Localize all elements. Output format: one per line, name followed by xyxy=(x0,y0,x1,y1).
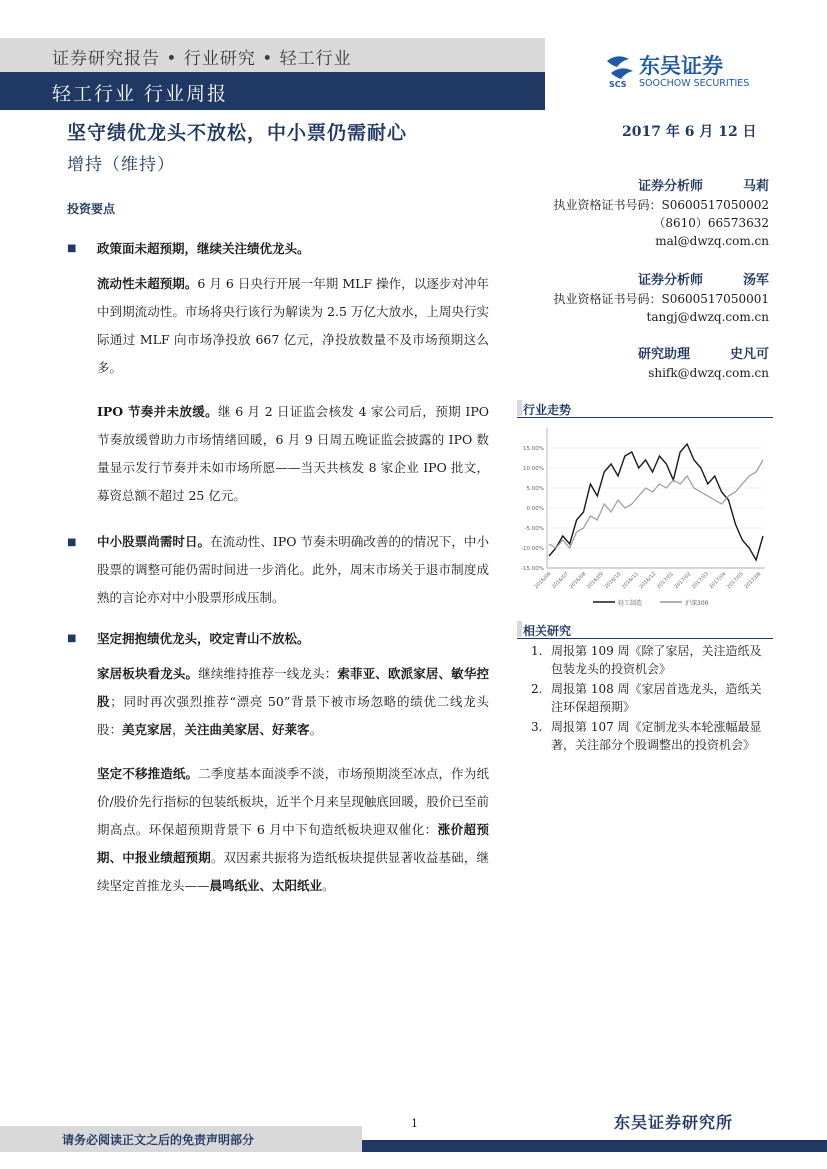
divider xyxy=(517,417,773,418)
liquidity-lead: 流动性未超预期。 xyxy=(97,276,198,291)
x-tick-label: 2017/01 xyxy=(655,571,675,591)
analyst-2-role: 证券分析师 xyxy=(637,273,703,288)
furniture-text-3: ， xyxy=(172,722,185,737)
x-tick-label: 2016/09 xyxy=(585,571,605,591)
related-item[interactable] xyxy=(527,642,773,678)
paragraph-small-caps xyxy=(97,528,489,612)
section-marker xyxy=(517,400,522,416)
legend-label-series-1: 轻工制造 xyxy=(618,600,643,607)
furniture-text-1: 继续维持推荐一线龙头： xyxy=(198,666,338,681)
paragraph-ipo xyxy=(97,398,489,510)
disclaimer-bar xyxy=(0,1126,362,1152)
furniture-picks-3: 关注曲美家居、好莱客 xyxy=(184,722,310,737)
paper-catalysts: 涨价超预期、中报业绩超预期 xyxy=(97,822,489,865)
section-marker xyxy=(517,621,522,637)
trend-section-title: 行业走势 xyxy=(523,403,572,417)
x-tick-label: 2016/08 xyxy=(568,571,588,591)
bullet-3-title: 坚定拥抱绩优龙头，咬定青山不放松。 xyxy=(97,631,310,646)
paper-picks: 晨鸣纸业、太阳纸业 xyxy=(209,878,323,893)
related-item-number: 3. xyxy=(531,720,543,734)
y-tick-label: -5.00% xyxy=(524,526,544,532)
key-points-title: 投资要点 xyxy=(67,202,116,216)
related-item[interactable] xyxy=(527,680,773,716)
trend-chart xyxy=(515,420,773,610)
series-line-2 xyxy=(549,460,763,548)
paragraph-furniture xyxy=(97,660,489,744)
analyst-1 xyxy=(554,178,769,250)
analyst-3-role: 研究助理 xyxy=(637,347,690,362)
report-category: 轻工行业 行业周报 xyxy=(52,83,229,105)
x-tick-label: 2017/05 xyxy=(725,571,745,591)
y-tick-label: -15.00% xyxy=(521,566,544,572)
trend-chart-svg xyxy=(515,420,773,610)
paper-lead: 坚定不移推造纸。 xyxy=(97,766,199,781)
breadcrumb-bar xyxy=(0,38,545,72)
logo-mark-icon xyxy=(607,56,633,79)
furniture-picks-2: 美克家居 xyxy=(122,722,173,737)
paragraph-liquidity xyxy=(97,270,489,382)
x-tick-label: 2017/03 xyxy=(690,571,710,591)
analyst-2-email[interactable]: tangj@dwzq.com.cn xyxy=(646,310,769,324)
footer-band xyxy=(362,1140,827,1152)
logo-mark-text: SCS xyxy=(609,80,627,89)
related-item-text: 周报第 109 周《除了家居，关注造纸及包装龙头的投资机会》 xyxy=(551,644,762,676)
y-tick-label: 10.00% xyxy=(523,466,544,472)
logo-cn: 东吴证券 xyxy=(639,54,723,78)
analyst-1-name: 马莉 xyxy=(742,179,769,194)
legend-label-series-2: 沪深300 xyxy=(685,600,709,607)
category-bar xyxy=(0,72,545,110)
small-caps-lead: 中小股票尚需时日。 xyxy=(97,534,211,549)
series-line-1 xyxy=(549,444,763,560)
y-tick-label: 15.00% xyxy=(523,446,544,452)
report-title: 坚守绩优龙头不放松，中小票仍需耐心 xyxy=(67,122,408,144)
related-item[interactable] xyxy=(527,718,773,754)
x-tick-label: 2016/12 xyxy=(638,571,658,591)
furniture-text-2: ；同时再次强烈推荐“漂亮 50”背景下被市场忽略的绩优二线龙头股： xyxy=(97,694,489,737)
x-tick-label: 2017/04 xyxy=(708,571,728,591)
x-tick-label: 2017/06 xyxy=(743,571,763,591)
rating: 增持（维持） xyxy=(67,155,175,175)
divider xyxy=(517,638,773,639)
analyst-1-role: 证券分析师 xyxy=(637,179,703,194)
paper-text-2: 。双因素共振将为造纸板块提供显著收益基础，继续坚定首推龙头—— xyxy=(97,850,489,893)
furniture-lead: 家居板块看龙头。 xyxy=(97,666,199,681)
analyst-3-email[interactable]: shifk@dwzq.com.cn xyxy=(648,366,769,380)
liquidity-text: 6 月 6 日央行开展一年期 MLF 操作，以逐步对冲年中到期流动性。市场将央行该行为解读为 2.5 万亿大放水，上周央行实际通过 MLF 向市场净投放 667 亿元，净投放数量不及市场预期这么多。 xyxy=(97,276,489,375)
related-list xyxy=(527,642,773,756)
disclaimer-text[interactable]: 请务必阅读正文之后的免责声明部分 xyxy=(62,1133,255,1147)
x-tick-label: 2016/11 xyxy=(620,571,640,591)
analyst-3-name: 史凡可 xyxy=(729,347,769,362)
analyst-1-email[interactable]: mal@dwzq.com.cn xyxy=(655,234,769,248)
chart-axes xyxy=(547,428,765,568)
analyst-1-phone: （8610）66573632 xyxy=(653,216,769,230)
related-item-text: 周报第 107 周《定制龙头本轮涨幅最显著，关注部分个股调整出的投资机会》 xyxy=(551,720,762,752)
breadcrumb: 证券研究报告 • 行业研究 • 轻工行业 xyxy=(52,49,352,69)
y-tick-label: 0.00% xyxy=(526,506,544,512)
x-tick-label: 2016/06 xyxy=(533,571,553,591)
paper-text-1: 二季度基本面淡季不淡，市场预期淡至冰点，作为纸价/股价先行指标的包装纸板块，近半个月来呈现触底回暖，股价已至前期高点。环保超预期背景下 6 月中下旬造纸板块迎双催化： xyxy=(97,766,489,837)
analyst-2-name: 汤军 xyxy=(742,273,769,288)
square-bullet-icon: ■ xyxy=(67,537,77,548)
paragraph-paper xyxy=(97,760,489,900)
paper-text-3: 。 xyxy=(322,878,335,893)
analyst-1-cert: 执业资格证书号码：S0600517050002 xyxy=(553,198,769,212)
related-item-text: 周报第 108 周《家居首选龙头，造纸关注环保超预期》 xyxy=(551,682,762,714)
ipo-text: 继 6 月 2 日证监会核发 4 家公司后，预期 IPO 节奏放缓曾助力市场情绪回暖，6 月 9 日周五晚证监会披露的 IPO 数量显示发行节奏并未如市场所愿——当天共核发 8 家企业 IPO 批文，募资总额不超过 25 亿元。 xyxy=(97,404,489,503)
company-logo xyxy=(603,51,773,91)
analyst-2 xyxy=(554,272,769,326)
related-item-number: 2. xyxy=(531,682,543,696)
analyst-2-cert: 执业资格证书号码：S0600517050001 xyxy=(553,292,769,306)
institute-name: 东吴证券研究所 xyxy=(614,1113,734,1132)
analyst-3 xyxy=(638,346,769,382)
bullet-1-title: 政策面未超预期，继续关注绩优龙头。 xyxy=(97,241,310,256)
furniture-picks-1: 索菲亚、欧派家居、敏华控股 xyxy=(97,666,489,709)
square-bullet-icon: ■ xyxy=(67,243,77,254)
page-number: 1 xyxy=(411,1117,418,1130)
furniture-text-4: 。 xyxy=(309,722,323,737)
report-date: 2017 年 6 月 12 日 xyxy=(622,124,757,140)
x-tick-label: 2017/02 xyxy=(673,571,693,591)
logo-en: SOOCHOW SECURITIES xyxy=(639,78,750,89)
x-tick-label: 2016/10 xyxy=(603,571,623,591)
related-item-number: 1. xyxy=(531,644,543,658)
x-tick-label: 2016/07 xyxy=(550,571,570,591)
square-bullet-icon: ■ xyxy=(67,633,77,644)
ipo-lead: IPO 节奏并未放缓。 xyxy=(97,404,218,419)
related-section-title: 相关研究 xyxy=(523,624,572,638)
y-tick-label: 5.00% xyxy=(526,486,544,492)
small-caps-text: 在流动性、IPO 节奏未明确改善的的情况下，中小股票的调整可能仍需时间进一步消化。此外，周末市场关于退市制度成熟的言论亦对中小股票形成压制。 xyxy=(97,534,489,605)
y-tick-label: -10.00% xyxy=(521,546,544,552)
